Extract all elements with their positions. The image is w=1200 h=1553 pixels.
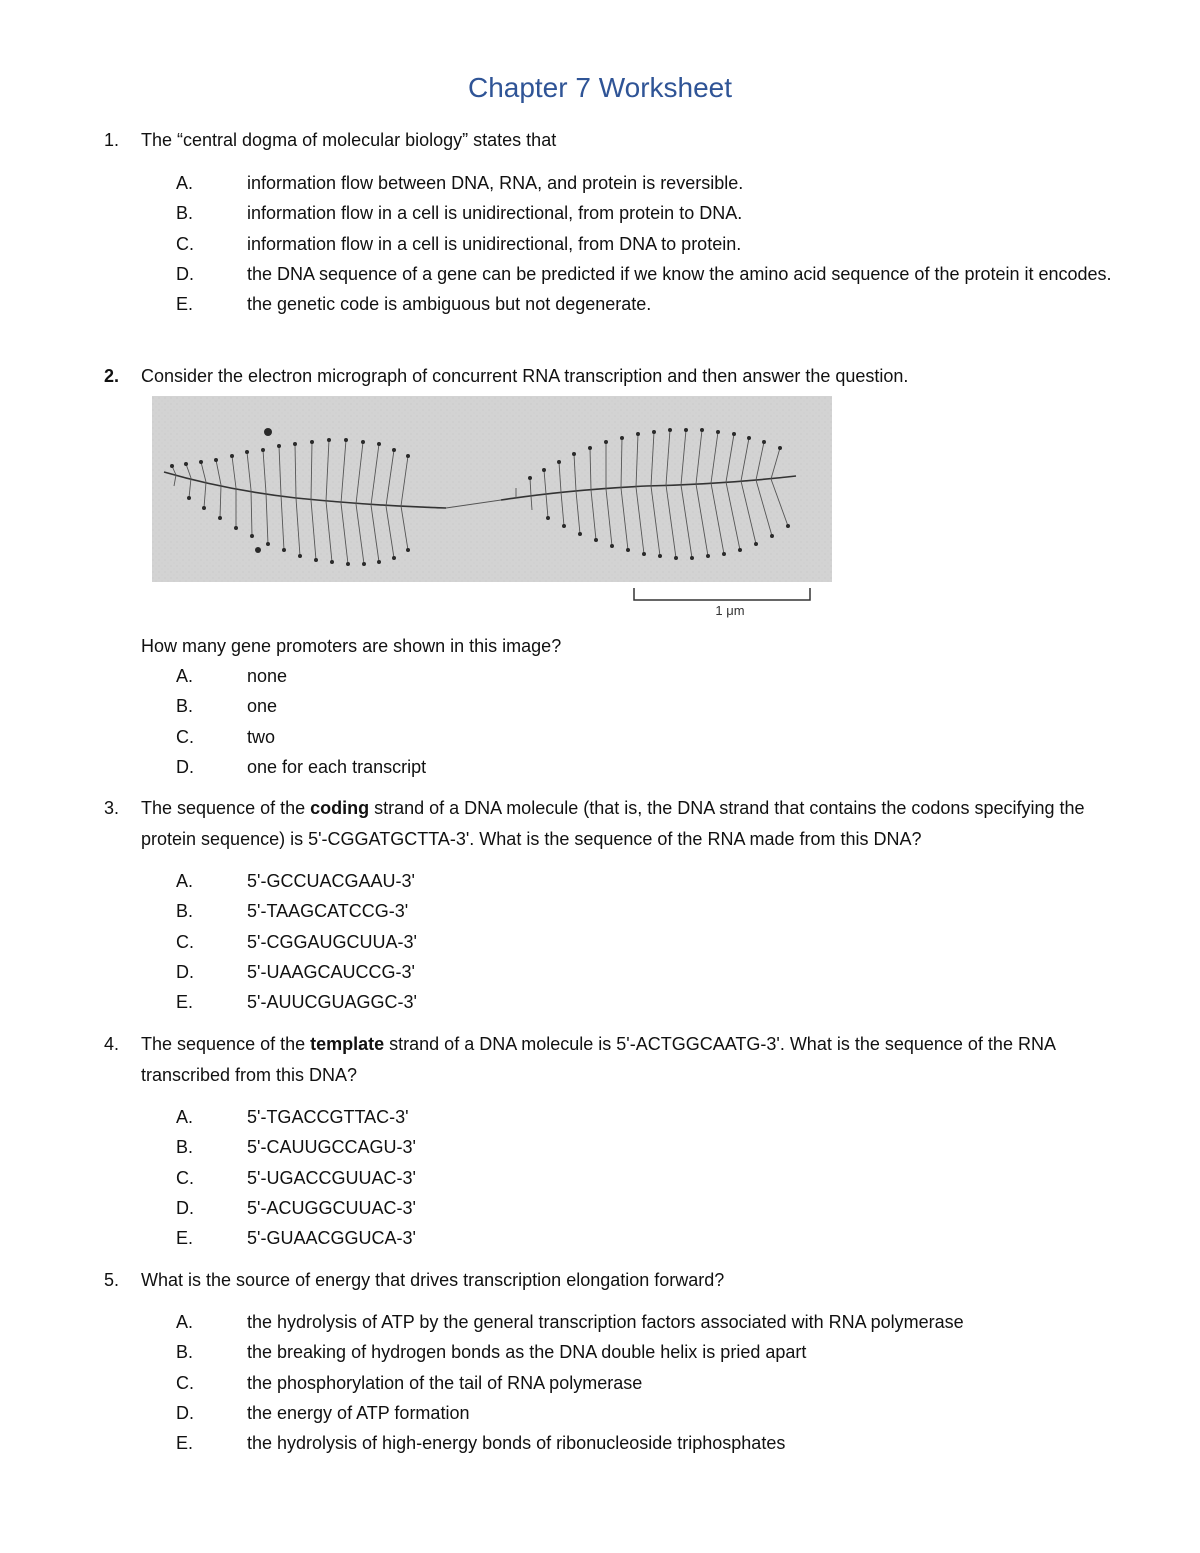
question-number: 3. [104, 798, 120, 818]
option-letter: D. [176, 1197, 194, 1218]
option-text: 5'-TGACCGTTAC-3' [247, 1107, 409, 1127]
option-b [176, 896, 1136, 926]
option-letter: C. [176, 931, 194, 952]
option-b [176, 1337, 1136, 1367]
question-5 [104, 1265, 1144, 1296]
option-a [176, 661, 1136, 691]
option-d [176, 752, 1136, 782]
option-text: information flow in a cell is unidirectional, from DNA to protein. [247, 233, 742, 254]
question-2-options [176, 661, 1136, 782]
question-4-options [176, 1102, 1136, 1253]
question-text: Consider the electron micrograph of concurrent RNA transcription and then answer the question. [141, 366, 909, 386]
option-d [176, 1398, 1136, 1428]
option-text: 5'-ACUGGCUUAC-3' [247, 1197, 416, 1218]
question-number: 2. [104, 366, 120, 386]
option-c [176, 1368, 1136, 1398]
question-5-options [176, 1307, 1136, 1458]
question-2 [104, 361, 1144, 392]
option-text: two [247, 726, 276, 747]
question-text: The sequence of the template strand of a DNA molecule is 5'-ACTGGCAATG-3'. What is the sequence of the RNA transcribed from this DNA? [141, 1034, 1055, 1085]
option-letter: A. [176, 1107, 194, 1127]
option-b [176, 691, 1136, 721]
option-c [176, 1163, 1136, 1193]
option-letter: B. [176, 1342, 194, 1363]
option-text: the hydrolysis of ATP by the general transcription factors associated with RNA polymerase [247, 1312, 964, 1332]
question-text: What is the source of energy that drives transcription elongation forward? [141, 1270, 725, 1290]
question-3 [104, 793, 1144, 855]
option-text: the DNA sequence of a gene can be predicted if we know the amino acid sequence of the protein it encodes. [247, 263, 1112, 284]
option-letter: B. [176, 203, 194, 224]
option-text: the phosphorylation of the tail of RNA polymerase [247, 1372, 643, 1393]
option-text: the breaking of hydrogen bonds as the DNA double helix is pried apart [247, 1342, 807, 1363]
question-number: 4. [104, 1034, 120, 1054]
option-letter: A. [176, 173, 194, 193]
dark-particle [264, 428, 272, 436]
option-letter: E. [176, 992, 194, 1013]
option-a [176, 1102, 1136, 1132]
option-text: information flow between DNA, RNA, and protein is reversible. [247, 173, 744, 193]
option-letter: A. [176, 1312, 194, 1332]
question-3-options [176, 866, 1136, 1017]
option-c [176, 927, 1136, 957]
option-e [176, 1428, 1136, 1458]
page-title: Chapter 7 Worksheet [467, 72, 733, 103]
option-text: one for each transcript [247, 756, 427, 777]
emphasis-template: template [310, 1034, 385, 1054]
option-letter: C. [176, 726, 194, 747]
option-e [176, 1223, 1136, 1253]
option-text: 5'-GUAACGGUCA-3' [247, 1228, 416, 1249]
option-letter: C. [176, 1372, 194, 1393]
option-letter: D. [176, 756, 194, 777]
option-text: information flow in a cell is unidirectional, from protein to DNA. [247, 203, 743, 224]
option-b [176, 198, 1136, 228]
option-letter: A. [176, 871, 194, 891]
option-letter: B. [176, 901, 194, 922]
option-text: the energy of ATP formation [247, 1402, 470, 1423]
option-text: 5'-UAAGCAUCCG-3' [247, 961, 415, 982]
option-text: 5'-UGACCGUUAC-3' [247, 1167, 416, 1188]
option-text: none [247, 666, 288, 686]
option-text: 5'-CAUUGCCAGU-3' [247, 1137, 416, 1158]
option-e [176, 289, 1136, 319]
question-number: 1. [104, 130, 120, 150]
option-text: one [247, 696, 278, 717]
option-a [176, 168, 1136, 198]
option-text: 5'-TAAGCATCCG-3' [247, 901, 409, 922]
option-e [176, 987, 1136, 1017]
question-text: The “central dogma of molecular biology” states that [141, 130, 557, 150]
option-letter: E. [176, 1228, 194, 1249]
option-text: the genetic code is ambiguous but not degenerate. [247, 294, 652, 315]
question-number: 5. [104, 1270, 120, 1290]
option-d [176, 259, 1136, 289]
option-letter: C. [176, 233, 194, 254]
option-letter: E. [176, 1433, 194, 1454]
scale-bar-label: 1 μm [715, 603, 745, 618]
question-4 [104, 1029, 1144, 1091]
option-a [176, 866, 1136, 896]
question-1 [104, 125, 1144, 156]
option-letter: B. [176, 696, 194, 717]
option-c [176, 722, 1136, 752]
option-a [176, 1307, 1136, 1337]
option-d [176, 1193, 1136, 1223]
question-1-options [176, 168, 1136, 319]
option-text: 5'-CGGAUGCUUA-3' [247, 931, 417, 952]
question-text: The sequence of the coding strand of a DNA molecule (that is, the DNA strand that contains the codons specifying the protein sequence) is 5'-CGGATGCTTA-3'. What is the sequence of the RNA made from this DNA? [141, 798, 1085, 849]
option-letter: C. [176, 1167, 194, 1188]
dark-particle [255, 547, 261, 553]
electron-micrograph [146, 390, 848, 626]
option-letter: D. [176, 263, 194, 284]
option-letter: E. [176, 294, 194, 315]
option-letter: A. [176, 666, 194, 686]
scale-bar [634, 588, 810, 600]
option-letter: B. [176, 1137, 194, 1158]
question-2-subquestion: How many gene promoters are shown in this image? [141, 636, 562, 656]
option-d [176, 957, 1136, 987]
option-b [176, 1132, 1136, 1162]
option-text: 5'-GCCUACGAAU-3' [247, 871, 415, 891]
option-letter: D. [176, 961, 194, 982]
option-c [176, 229, 1136, 259]
option-letter: D. [176, 1402, 194, 1423]
option-text: 5'-AUUCGUAGGC-3' [247, 992, 417, 1013]
emphasis-coding: coding [310, 798, 370, 818]
option-text: the hydrolysis of high-energy bonds of ribonucleoside triphosphates [247, 1433, 786, 1454]
